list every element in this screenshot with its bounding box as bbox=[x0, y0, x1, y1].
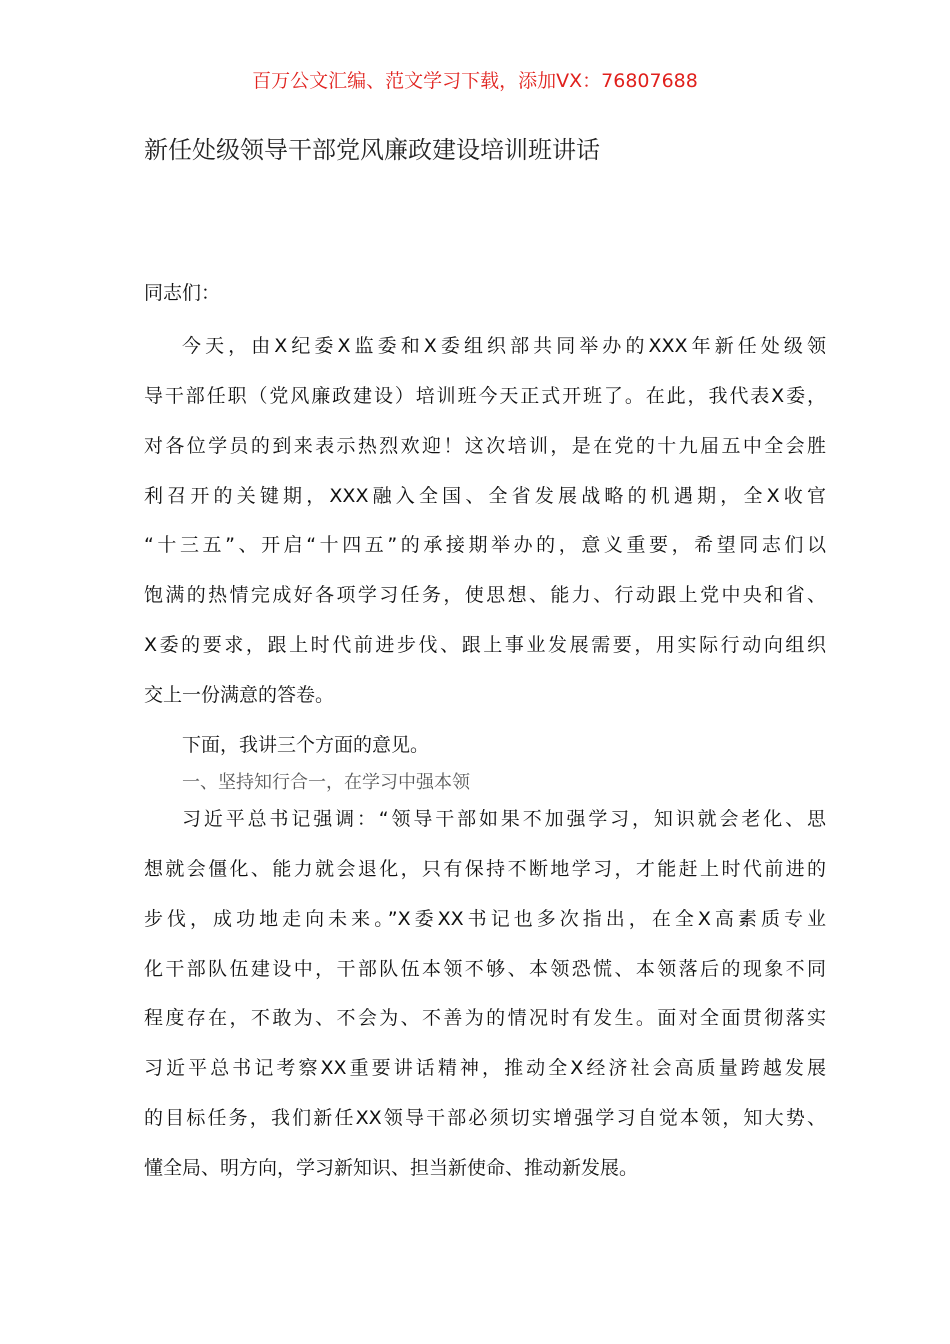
section-heading: 一、坚持知行合一，在学习中强本领 bbox=[182, 772, 470, 793]
watermark-header: 百万公文汇编、范文学习下载，添加VX：76807688 bbox=[252, 70, 698, 92]
text-line: 步伐，成功地走向未来。”X委XX书记也多次指出，在全X高素质专业 bbox=[144, 908, 826, 930]
text-line: 习近平总书记考察XX重要讲话精神，推动全X经济社会高质量跨越发展 bbox=[144, 1057, 826, 1079]
text-line: 程度存在，不敢为、不会为、不善为的情况时有发生。面对全面贯彻落实 bbox=[144, 1007, 826, 1029]
text-line: 今天，由X纪委X监委和X委组织部共同举办的XXX年新任处级领 bbox=[182, 335, 826, 357]
text-line: X委的要求，跟上时代前进步伐、跟上事业发展需要，用实际行动向组织 bbox=[144, 634, 826, 656]
text-line: 利召开的关键期，XXX融入全国、全省发展战略的机遇期，全X收官 bbox=[144, 485, 826, 507]
paragraph-2: 下面，我讲三个方面的意见。 bbox=[182, 734, 430, 756]
text-line: 化干部队伍建设中，干部队伍本领不够、本领恐慌、本领落后的现象不同 bbox=[144, 958, 826, 980]
text-line: 的目标任务，我们新任XX领导干部必须切实增强学习自觉本领，知大势、 bbox=[144, 1107, 826, 1129]
text-line: 懂全局、明方向，学习新知识、担当新使命、推动新发展。 bbox=[144, 1157, 639, 1179]
text-line: 对各位学员的到来表示热烈欢迎！这次培训，是在党的十九届五中全会胜 bbox=[144, 435, 826, 457]
text-line: 交上一份满意的答卷。 bbox=[144, 684, 335, 706]
salutation: 同志们： bbox=[144, 282, 221, 304]
text-line: 想就会僵化、能力就会退化，只有保持不断地学习，才能赶上时代前进的 bbox=[144, 858, 826, 880]
text-line: 习近平总书记强调：“领导干部如果不加强学习，知识就会老化、思 bbox=[182, 808, 826, 830]
document-title: 新任处级领导干部党风廉政建设培训班讲话 bbox=[144, 136, 600, 164]
text-line: 饱满的热情完成好各项学习任务，使思想、能力、行动跟上党中央和省、 bbox=[144, 584, 826, 606]
text-line: 导干部任职（党风廉政建设）培训班今天正式开班了。在此，我代表X委， bbox=[144, 385, 826, 407]
text-line: “十三五”、开启“十四五”的承接期举办的，意义重要，希望同志们以 bbox=[144, 534, 826, 556]
